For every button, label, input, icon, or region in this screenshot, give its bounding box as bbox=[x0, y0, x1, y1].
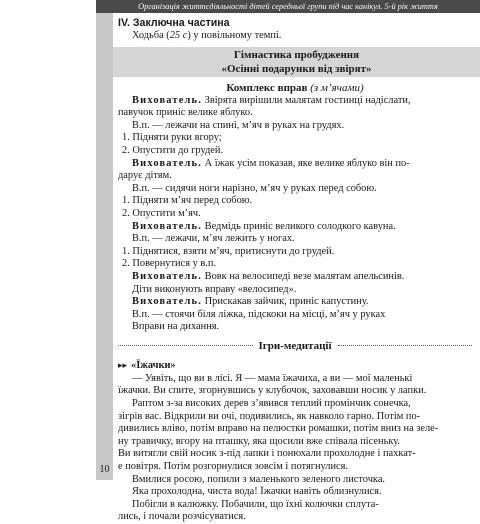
section-title-conclusion: IV. Заключна частина bbox=[118, 17, 230, 29]
paragraph-line: Вмилися росою, попили з маленького зеленого листочка. bbox=[132, 473, 386, 485]
line-text: Вовк на велосипеді везе малятам апельсинів. bbox=[204, 270, 405, 282]
exercise-line: В.п. — сидячи ноги нарізно, м’яч у руках перед собою. bbox=[132, 182, 377, 194]
meditation-heading bbox=[118, 338, 472, 354]
paragraph-line: е повітря. Потім розгорнулися зовсім і потягнулися. bbox=[118, 461, 349, 473]
ornament-right bbox=[338, 345, 473, 346]
game-title: «Їжачки» bbox=[131, 359, 176, 371]
exercise-line: дарує дітям. bbox=[118, 170, 172, 182]
exercise-line bbox=[118, 296, 472, 309]
exercise-line bbox=[118, 95, 472, 108]
exercise-line: павучок приніс велике яблуко. bbox=[118, 107, 253, 119]
speaker-label: Вихователь. bbox=[132, 296, 203, 308]
exercise-line: В.п. — лежачи на спині, м’яч в руках на грудях. bbox=[132, 119, 345, 131]
paragraph-line: Ви витягли свій носик з-під лапки і понюхали прохолодне і пахкат- bbox=[118, 448, 416, 460]
walk-prefix: Ходьба ( bbox=[132, 30, 170, 41]
complex-italic: (з м’ячами) bbox=[310, 81, 364, 94]
exercise-step: 1. Підняти м’яч перед собою. bbox=[122, 195, 253, 207]
game-subheading bbox=[118, 357, 472, 373]
paragraph-line: Раптом з-за високих дерев з’явився теплий промінчик сонечка, bbox=[132, 398, 411, 410]
margin-bar bbox=[96, 13, 113, 480]
speaker-label: Вихователь. bbox=[132, 270, 203, 282]
running-header: Організація життєдіяльності дітей середньої групи під час канікул. 5-й рік життя bbox=[96, 0, 480, 13]
speaker-label: Вихователь. bbox=[132, 220, 203, 232]
line-text: А їжак усім показав, яке велике яблуко він по- bbox=[204, 157, 410, 169]
exercise-line bbox=[118, 271, 472, 284]
gymnastics-title: Гімнастика пробудження bbox=[233, 48, 360, 61]
page-number: 10 bbox=[99, 464, 110, 475]
exercise-step: 2. Повернутися у в.п. bbox=[122, 258, 217, 270]
exercise-line bbox=[118, 221, 472, 234]
paragraph-line: їжачки. Ви спите, згорнувшись у клубочок, заховавши носик у лапки. bbox=[118, 385, 427, 397]
speaker-label: Вихователь. bbox=[132, 94, 203, 106]
exercise-line: В.п. — стоячи біля ліжка, підскоки на місці, м’яч у руках bbox=[132, 308, 386, 320]
exercise-line: Вправи на дихання. bbox=[132, 321, 220, 333]
ornament-left bbox=[118, 345, 253, 346]
exercise-line bbox=[118, 158, 472, 171]
exercise-step: 1. Підняти руки вгору; bbox=[122, 132, 222, 144]
walk-time: 25 с bbox=[169, 30, 188, 41]
gymnastics-banner bbox=[113, 47, 480, 77]
gymnastics-subtitle: «Осінні подарунки від звірят» bbox=[221, 62, 372, 75]
paragraph-line: дивились вліво, потім вправо на пелюстки ромашки, потім вниз на зеле- bbox=[118, 423, 439, 435]
complex-bold: Комплекс вправ bbox=[226, 81, 308, 94]
paragraph-line: ну травичку, вгору на пташку, яка щосили вже співала пісеньку. bbox=[118, 435, 400, 447]
page-content bbox=[118, 14, 472, 524]
paragraph-line: Яка прохолодна, чиста вода! Їжачки навіть облизнулися. bbox=[132, 486, 382, 498]
meditation-title: Ігри-медитації bbox=[258, 339, 332, 352]
walk-line bbox=[118, 30, 472, 43]
double-arrow-icon: ▸▸ bbox=[118, 359, 128, 370]
exercise-step: 2. Опустити до грудей. bbox=[122, 144, 224, 156]
paragraph-line: — Уявіть, що ви в лісі. Я — мама їжачиха, а ви — мої маленькі bbox=[132, 372, 413, 384]
exercise-complex-heading bbox=[118, 81, 472, 95]
line-text: Звірята вирішили малятам гостинці надіслати, bbox=[204, 94, 411, 106]
exercise-line: В.п. — лежачи, м’яч лежить у ногах. bbox=[132, 233, 295, 245]
paragraph-line: зігрів вас. Відкрили ви очі, подивились, як навколо гарно. Потім по- bbox=[118, 410, 421, 422]
walk-suffix: ) у повільному темпі. bbox=[187, 30, 282, 41]
exercise-step: 2. Опустити м’яч. bbox=[122, 207, 201, 219]
exercise-step: 1. Піднятися, взяти м’яч, притиснути до грудей. bbox=[122, 245, 335, 257]
line-text: Прискакав зайчик, приніс капустину. bbox=[204, 296, 369, 308]
line-text: Ведмідь приніс великого солодкого кавуна. bbox=[204, 220, 396, 232]
paragraph-line: Побігли в калюжку. Побачили, що їхні колючки сплута- bbox=[132, 498, 379, 510]
speaker-label: Вихователь. bbox=[132, 157, 203, 169]
exercise-line: Діти виконують вправу «велосипед». bbox=[132, 283, 297, 295]
paragraph-line: лись, і почали розчісуватися. bbox=[118, 511, 246, 523]
